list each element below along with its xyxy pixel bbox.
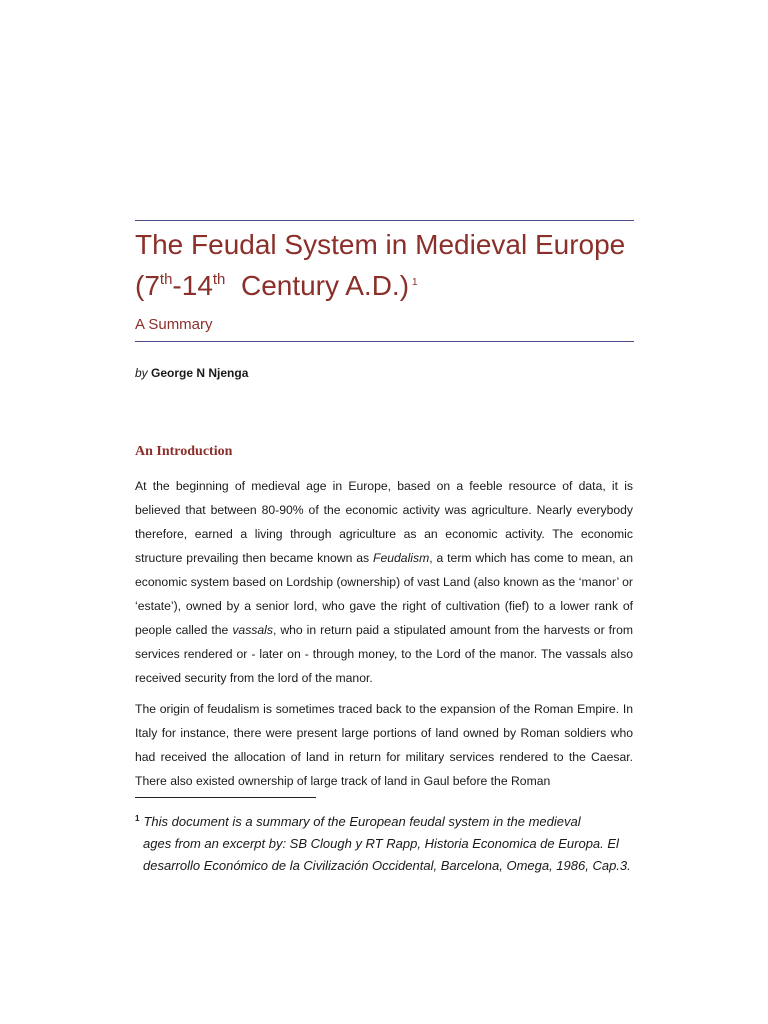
byline-prefix: by: [135, 366, 148, 380]
body-text: [135, 474, 633, 800]
title-top-rule: [135, 220, 634, 221]
document-title: [135, 226, 655, 305]
subtitle-bottom-rule: [135, 341, 634, 342]
title-century: Century A.D.): [240, 270, 410, 301]
title-sup-1: th: [159, 271, 173, 288]
paragraph-2: The origin of feudalism is sometimes traced back to the expansion of the Roman Empire. In Italy for instance, there were present large portions of land owned by Roman soldiers who had received the allocation of land in return for military services rendered to the Caesar. There also existed ownership of large track of land in Gaul before the Roman: [135, 702, 633, 788]
paragraph-1-part-c: , who in return paid a stipulated amount from the harvests or from services rendered or - later on - through money, to the Lord of the manor. The vassals also received security from the lord of the manor.: [135, 623, 634, 685]
paragraph-1-part-b: , a term which has come to mean, an economic system based on Lordship (ownership) of vast Land (also known as the ‘manor’ or ‘estate’), owned by a senior lord, who gave the right of cultivation (fief) to a lower rank of people called the: [135, 551, 633, 637]
footnote-separator: [135, 797, 316, 798]
title-line-1: The Feudal System in Medieval Europe: [135, 229, 626, 260]
footnote-mark: 1: [135, 814, 140, 823]
title-dash: -14: [172, 270, 213, 301]
paragraph-1-part-a: At the beginning of medieval age in Europe, based on a feeble resource of data, it is believed that between 80-90% of the economic activity was agriculture. Nearly everybody therefore, earned a living through agriculture as an economic activity. The economic structure prevailing then became known as: [135, 479, 633, 565]
term-feudalism: Feudalism: [373, 551, 430, 565]
section-heading: An Introduction: [135, 444, 233, 459]
byline-author: George N Njenga: [151, 366, 249, 380]
paragraph-1: [135, 474, 633, 690]
document-subtitle: A Summary: [135, 316, 213, 333]
footnote-line-1: This document is a summary of the European feudal system in the medieval: [143, 814, 581, 829]
byline: [135, 366, 248, 380]
footnote-line-2: ages from an excerpt by: SB Clough y RT Rapp, Historia Economica de Europa. El desarrollo Económico de la Civilización Occidental, Barcelona, Omega, 1986, Cap.3.: [143, 836, 631, 873]
title-paren-open: (7: [135, 270, 160, 301]
title-sup-2: th: [212, 271, 226, 288]
term-vassals: vassals: [232, 623, 273, 637]
footnote: [135, 808, 635, 877]
title-footnote-ref: 1: [412, 277, 418, 288]
